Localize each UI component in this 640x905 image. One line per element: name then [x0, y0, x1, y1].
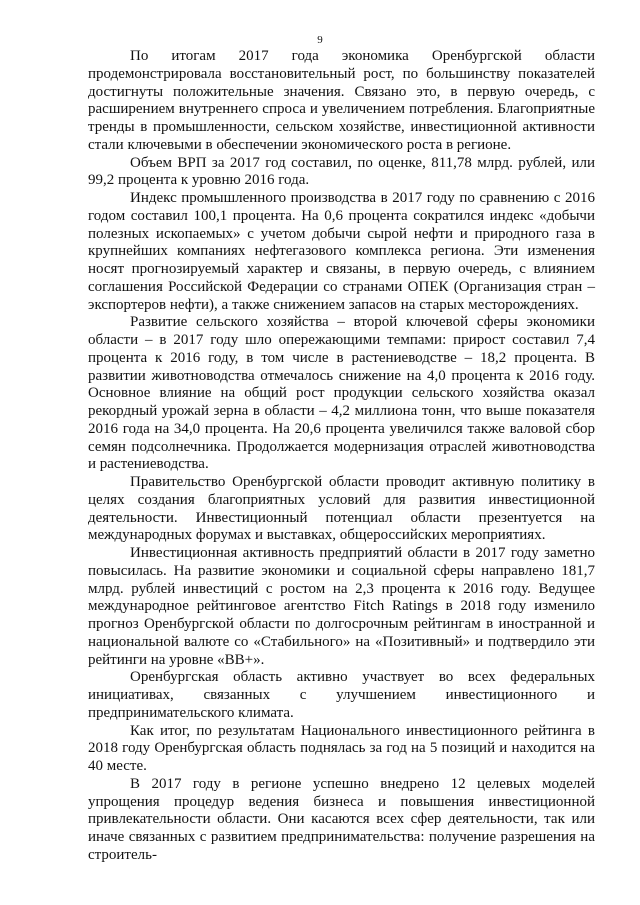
- paragraph-agriculture: Развитие сельского хозяйства – второй ключевой сферы экономики области – в 2017 году шло опережающими темпами: прирост составил 7,4 процента к 2016 году, в том числе в растениеводстве – 18,2 процента. В развитии животноводства отмечалось снижение на 4,0 процента к 2016 году. Основное влияние на общий рост продукции сельского хозяйства оказал рекордный урожай зерна в области – 4,2 миллиона тонн, что выше показателя 2016 года на 34,0 процента. На 20,6 процента увеличился также валовой сбор семян подсолнечника. Продолжается модернизация отраслей животноводства и растениеводства.: [88, 314, 595, 473]
- paragraph-industrial-index: Индекс промышленного производства в 2017 году по сравнению с 2016 годом составил 100,1 процента. На 0,6 процента сократился индекс «добычи полезных ископаемых» с учетом добычи сырой нефти и природного газа в крупнейших компаниях нефтегазового комплекса региона. Эти изменения носят прогнозируемый характер и связаны, в первую очередь, с влиянием соглашения Российской Федерации со странами ОПЕК (Организация стран – экспортеров нефти), а также снижением запасов на старых месторождениях.: [88, 190, 595, 313]
- body-text: [88, 48, 595, 865]
- page-number: 9: [317, 34, 323, 46]
- paragraph-grp: Объем ВРП за 2017 год составил, по оценке, 811,78 млрд. рублей, или 99,2 процента к уровню 2016 года.: [88, 154, 595, 189]
- paragraph-federal-initiatives: Оренбургская область активно участвует во всех федеральных инициативах, связанных с улучшением инвестиционного и предпринимательского климата.: [88, 669, 595, 721]
- paragraph-investment-activity: Инвестиционная активность предприятий области в 2017 году заметно повысилась. На развитие экономики и социальной сферы направлено 181,7 млрд. рублей инвестиций с ростом на 2,3 процента к 2016 году. Ведущее международное рейтинговое агентство Fitch Ratings в 2018 году изменило прогноз Оренбургской области по долгосрочным рейтингам в иностранной и национальной валюте со «Стабильного» на «Позитивный» и подтвердило эти рейтинги на уровне «BB+».: [88, 545, 595, 668]
- paragraph-national-rating: Как итог, по результатам Национального инвестиционного рейтинга в 2018 году Оренбургская область поднялась за год на 5 позиций и находится на 40 месте.: [88, 722, 595, 774]
- paragraph-economy-overview: По итогам 2017 года экономика Оренбургской области продемонстрировала восстановительный рост, по большинству показателей достигнуты положительные значения. Связано это, в первую очередь, с расширением внутреннего спроса и увеличением потребления. Благоприятные тренды в промышленности, сельском хозяйстве, инвестиционной активности стали ключевыми в обеспечении экономического роста в регионе.: [88, 48, 595, 153]
- paragraph-government-policy: Правительство Оренбургской области проводит активную политику в целях создания благоприятных условий для развития инвестиционной деятельности. Инвестиционный потенциал области презентуется на международных форумах и выставках, общероссийских мероприятиях.: [88, 474, 595, 544]
- paragraph-target-models: В 2017 году в регионе успешно внедрено 12 целевых моделей упрощения процедур ведения бизнеса и повышения инвестиционной привлекательности области. Они касаются всех сфер деятельности, так или иначе связанных с развитием предпринимательства: получение разрешения на строитель-: [88, 775, 595, 863]
